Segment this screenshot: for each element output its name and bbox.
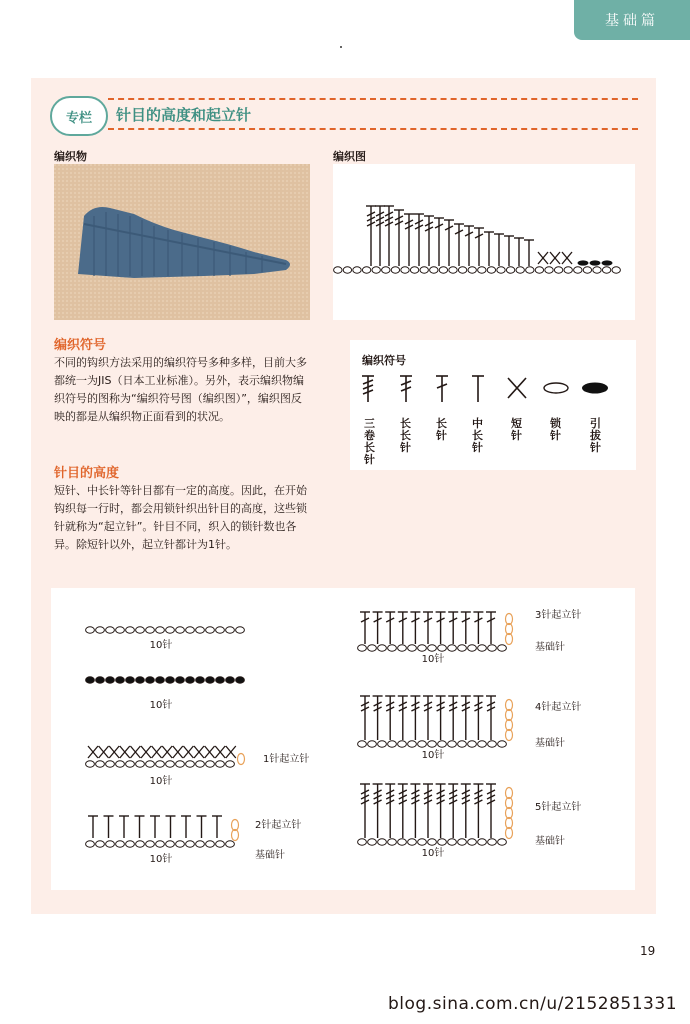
stitch-symbol [385, 612, 395, 644]
stitch-symbol [398, 784, 408, 838]
stitch-symbol [524, 240, 534, 266]
single-crochet-symbol [538, 252, 548, 264]
turning-chain-diagrams-svg [51, 588, 635, 890]
stitch-symbol [197, 816, 207, 838]
stitch-symbol [486, 612, 496, 644]
stitch-symbol [104, 816, 114, 838]
turning-chain [232, 820, 239, 841]
foundation-label: 基础针 [535, 836, 565, 847]
blog-watermark-url: blog.sina.com.cn/u/2152851331 [388, 994, 678, 1014]
stitch-symbol [410, 612, 420, 644]
stitch-symbol [88, 816, 98, 838]
stitch-symbol [375, 206, 385, 266]
column-badge: 专栏 [50, 96, 108, 136]
half-treble-symbol-icon [472, 376, 484, 402]
single-crochet-symbol [130, 746, 140, 758]
stitch-symbol [404, 214, 414, 266]
column-title: 针目的高度和起立针 [116, 106, 252, 124]
stitch-symbol [424, 216, 434, 266]
chain-row [86, 761, 235, 767]
turning-chain [506, 788, 513, 839]
turning-chain [506, 614, 513, 645]
foundation-label: 基础针 [535, 738, 565, 749]
stitch-symbol [212, 816, 222, 838]
stitch-count-label: 10针 [149, 776, 173, 787]
chain-row [358, 839, 507, 845]
stitch-symbol [181, 816, 191, 838]
stitch-symbol [385, 784, 395, 838]
stitch-symbol [360, 784, 370, 838]
section-tab: 基础篇 [574, 0, 690, 40]
stitch-symbol [461, 612, 471, 644]
stitch-symbol [464, 226, 474, 266]
triple-treble-symbol-icon [362, 376, 374, 402]
print-dot [340, 46, 342, 48]
stitch-symbol [484, 232, 494, 266]
single-crochet-symbol [109, 746, 119, 758]
chain-row [86, 627, 245, 633]
chain-row [358, 645, 507, 651]
stitch-symbol [448, 784, 458, 838]
stitch-symbol [360, 696, 370, 740]
single-crochet-symbol-icon [508, 378, 526, 398]
single-crochet-symbol [205, 746, 215, 758]
stitch-symbol [423, 784, 433, 838]
chain-row [334, 267, 621, 273]
stitch-symbol [486, 784, 496, 838]
slip-stitch-row [86, 677, 245, 683]
stitch-symbol [373, 612, 383, 644]
symbols-heading: 编织符号 [54, 338, 107, 353]
single-crochet-symbol [99, 746, 109, 758]
symbol-name-triple-treble: 三卷长针 [364, 417, 375, 466]
stitch-symbol [461, 784, 471, 838]
symbol-name-double-treble: 长长针 [400, 417, 411, 454]
chain-row [358, 741, 507, 747]
stitch-symbol [473, 784, 483, 838]
stitch-height-chart [333, 164, 635, 320]
stitch-symbol [454, 224, 464, 266]
stitch-symbol [385, 696, 395, 740]
stitch-symbol [398, 612, 408, 644]
symbol-name-slip-stitch: 引拔针 [590, 417, 601, 454]
single-crochet-symbol [120, 746, 130, 758]
height-heading: 针目的高度 [54, 466, 120, 481]
stitch-symbol [473, 612, 483, 644]
stitch-symbol [394, 210, 404, 266]
treble-symbol-icon [436, 376, 448, 402]
turn-chain-label-5: 5针起立针 [535, 802, 582, 813]
stitch-symbol [135, 816, 145, 838]
stitch-symbol [448, 696, 458, 740]
stitch-symbol [150, 816, 160, 838]
stitch-height-chart-svg [333, 164, 635, 320]
symbols-paragraph: 不同的钩织方法采用的编织符号多种多样，目前大多都统一为JIS（日本工业标准）。另外，表示编织物编织符号的图称为“编织符号图（编织图）”，编织图反映的都是从编织物正面看到的状况。 [54, 356, 307, 423]
turning-chain-diagrams [51, 588, 635, 890]
single-crochet-symbol [162, 746, 172, 758]
chain-symbol-icon [544, 383, 568, 393]
stitch-symbol [504, 236, 514, 266]
slip-stitch-row [578, 260, 613, 265]
stitch-symbol [166, 816, 176, 838]
knit-chart-label: 编织图 [333, 150, 366, 163]
stitch-symbol [514, 238, 524, 266]
turn-chain-label-2: 2针起立针 [255, 820, 302, 831]
stitch-symbol [474, 228, 484, 266]
stitch-symbol [486, 696, 496, 740]
stitch-symbol [410, 696, 420, 740]
stitch-symbol [423, 612, 433, 644]
knit-sample-label: 编织物 [54, 150, 87, 163]
symbol-name-chain: 锁针 [550, 417, 561, 442]
turning-chain [238, 754, 245, 765]
knit-sample-illustration [54, 164, 310, 320]
stitch-count-label: 10针 [149, 854, 173, 865]
symbol-legend-title: 编织符号 [362, 354, 406, 367]
knit-sample-photo [54, 164, 310, 320]
stitch-symbol [373, 696, 383, 740]
turn-chain-label-1: 1针起立针 [263, 754, 310, 765]
symbol-name-treble: 长针 [436, 417, 447, 442]
turn-chain-label-3: 3针起立针 [535, 610, 582, 621]
stitch-symbol [461, 696, 471, 740]
stitch-symbol [473, 696, 483, 740]
stitch-symbol [366, 206, 376, 266]
single-crochet-symbol [226, 746, 236, 758]
stitch-symbol [410, 784, 420, 838]
foundation-label: 基础针 [535, 642, 565, 653]
chain-row [86, 841, 235, 847]
slip-stitch-symbol-icon [582, 383, 608, 394]
stitch-symbol [436, 784, 446, 838]
stitch-symbol [494, 234, 504, 266]
single-crochet-symbol [194, 746, 204, 758]
symbol-legend [350, 340, 636, 470]
stitch-symbol [360, 612, 370, 644]
stitch-symbol [448, 612, 458, 644]
stitch-symbol [414, 214, 424, 266]
stitch-symbol [423, 696, 433, 740]
stitch-count-label: 10针 [421, 654, 445, 665]
stitch-symbol [119, 816, 129, 838]
single-crochet-symbol [173, 746, 183, 758]
stitch-count-label: 10针 [421, 848, 445, 859]
single-crochet-symbol [215, 746, 225, 758]
stitch-symbol [434, 218, 444, 266]
single-crochet-symbol [141, 746, 151, 758]
single-crochet-symbol [152, 746, 162, 758]
single-crochet-symbol [550, 252, 560, 264]
height-paragraph: 短针、中长针等针目都有一定的高度。因此，在开始钩织每一行时，都会用锁针织出针目的高度，这些锁针就称为“起立针”。针目不同，织入的锁针数也各异。除短针以外，起立针都计为1针。 [54, 484, 307, 551]
stitch-count-label: 10针 [149, 700, 173, 711]
stitch-symbol [398, 696, 408, 740]
double-treble-symbol-icon [400, 376, 412, 402]
stitch-symbol [436, 696, 446, 740]
title-bottom-rule [108, 128, 638, 130]
turning-chain [506, 700, 513, 741]
turn-chain-label-4: 4针起立针 [535, 702, 582, 713]
stitch-count-label: 10针 [421, 750, 445, 761]
single-crochet-symbol [183, 746, 193, 758]
stitch-symbol [384, 206, 394, 266]
stitch-symbol [436, 612, 446, 644]
foundation-label: 基础针 [255, 850, 285, 861]
symbol-name-half-treble: 中长针 [472, 417, 483, 454]
symbol-name-single-crochet: 短针 [511, 417, 522, 442]
stitch-count-label: 10针 [149, 640, 173, 651]
stitch-symbol [373, 784, 383, 838]
single-crochet-symbol [88, 746, 98, 758]
single-crochet-symbol [562, 252, 572, 264]
title-top-rule [108, 98, 638, 100]
page-number: 19 [640, 944, 656, 958]
stitch-symbol [444, 220, 454, 266]
